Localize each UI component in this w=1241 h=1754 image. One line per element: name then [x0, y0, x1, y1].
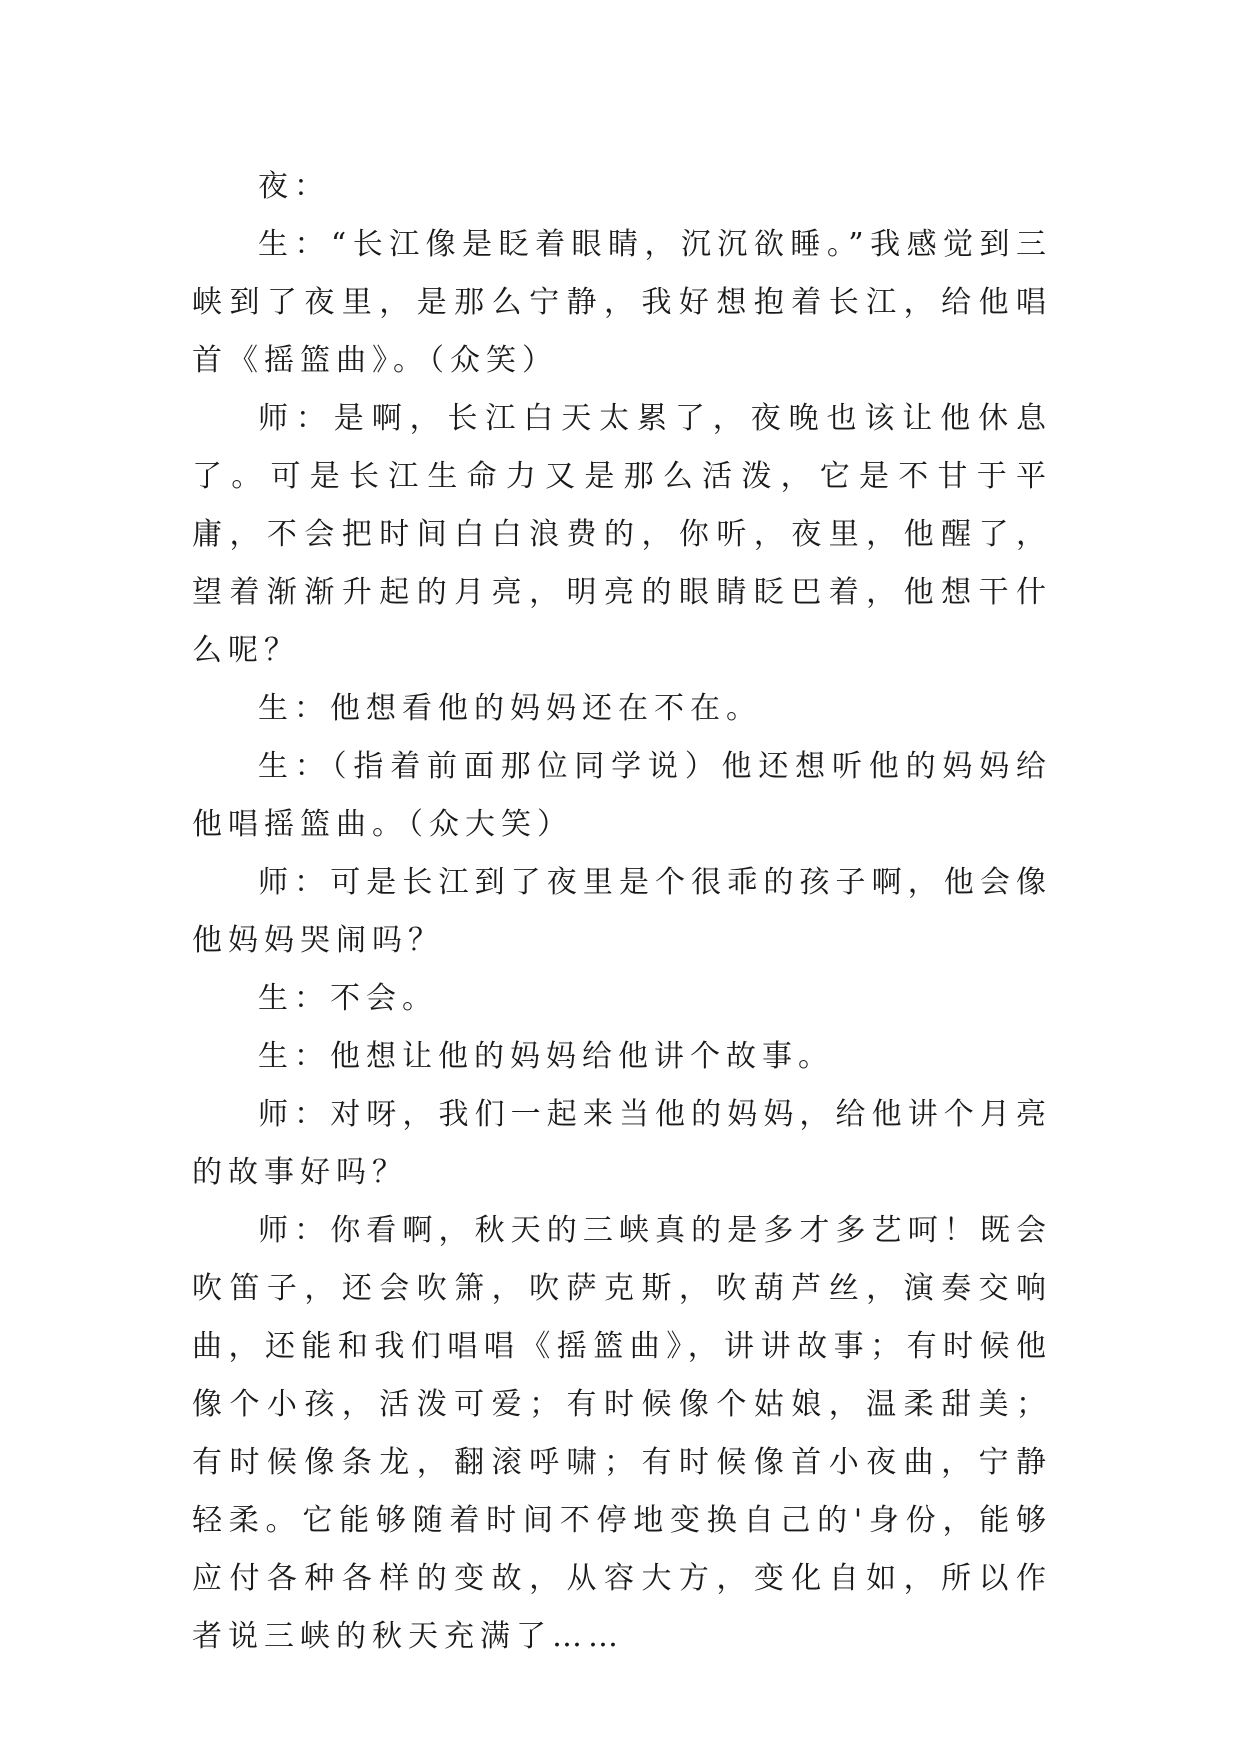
paragraph-teacher-moon-story: 师：对呀，我们一起来当他的妈妈，给他讲个月亮的故事好吗？	[192, 1097, 1052, 1190]
paragraph-student-story: 生：他想让他的妈妈给他讲个故事。	[258, 1039, 834, 1074]
paragraph-night-heading: 夜：	[258, 169, 330, 204]
document-body	[192, 158, 1052, 1666]
paragraph-student-mother: 生：他想看他的妈妈还在不在。	[258, 691, 762, 726]
paragraph-teacher-river-rest: 师：是啊，长江白天太累了，夜晚也该让他休息了。可是长江生命力又是那么活泼，它是不甘于平庸，不会把时间白白浪费的，你听，夜里，他醒了，望着渐渐升起的月亮，明亮的眼睛眨巴着，他想干什么呢？	[192, 401, 1052, 668]
paragraph-teacher-summary: 师：你看啊，秋天的三峡真的是多才多艺呵！既会吹笛子，还会吹箫，吹萨克斯，吹葫芦丝，演奏交响曲，还能和我们唱唱《摇篮曲》，讲讲故事；有时候他像个小孩，活泼可爱；有时候像个姑娘，温柔甜美；有时候像条龙，翻滚呼啸；有时候像首小夜曲，宁静轻柔。它能够随着时间不停地变换自己的'身份，能够应付各种各样的变故，从容大方，变化自如，所以作者说三峡的秋天充满了……	[192, 1213, 1052, 1654]
paragraph-teacher-good-child: 师：可是长江到了夜里是个很乖的孩子啊，他会像他妈妈哭闹吗？	[192, 865, 1052, 958]
paragraph-student-lullaby: 生：“长江像是眨着眼睛，沉沉欲睡。”我感觉到三峡到了夜里，是那么宁静，我好想抱着长江，给他唱首《摇篮曲》。（众笑）	[192, 227, 1052, 378]
paragraph-student-no: 生：不会。	[258, 981, 438, 1016]
paragraph-student-pointing: 生：（指着前面那位同学说）他还想听他的妈妈给他唱摇篮曲。（众大笑）	[192, 749, 1052, 842]
